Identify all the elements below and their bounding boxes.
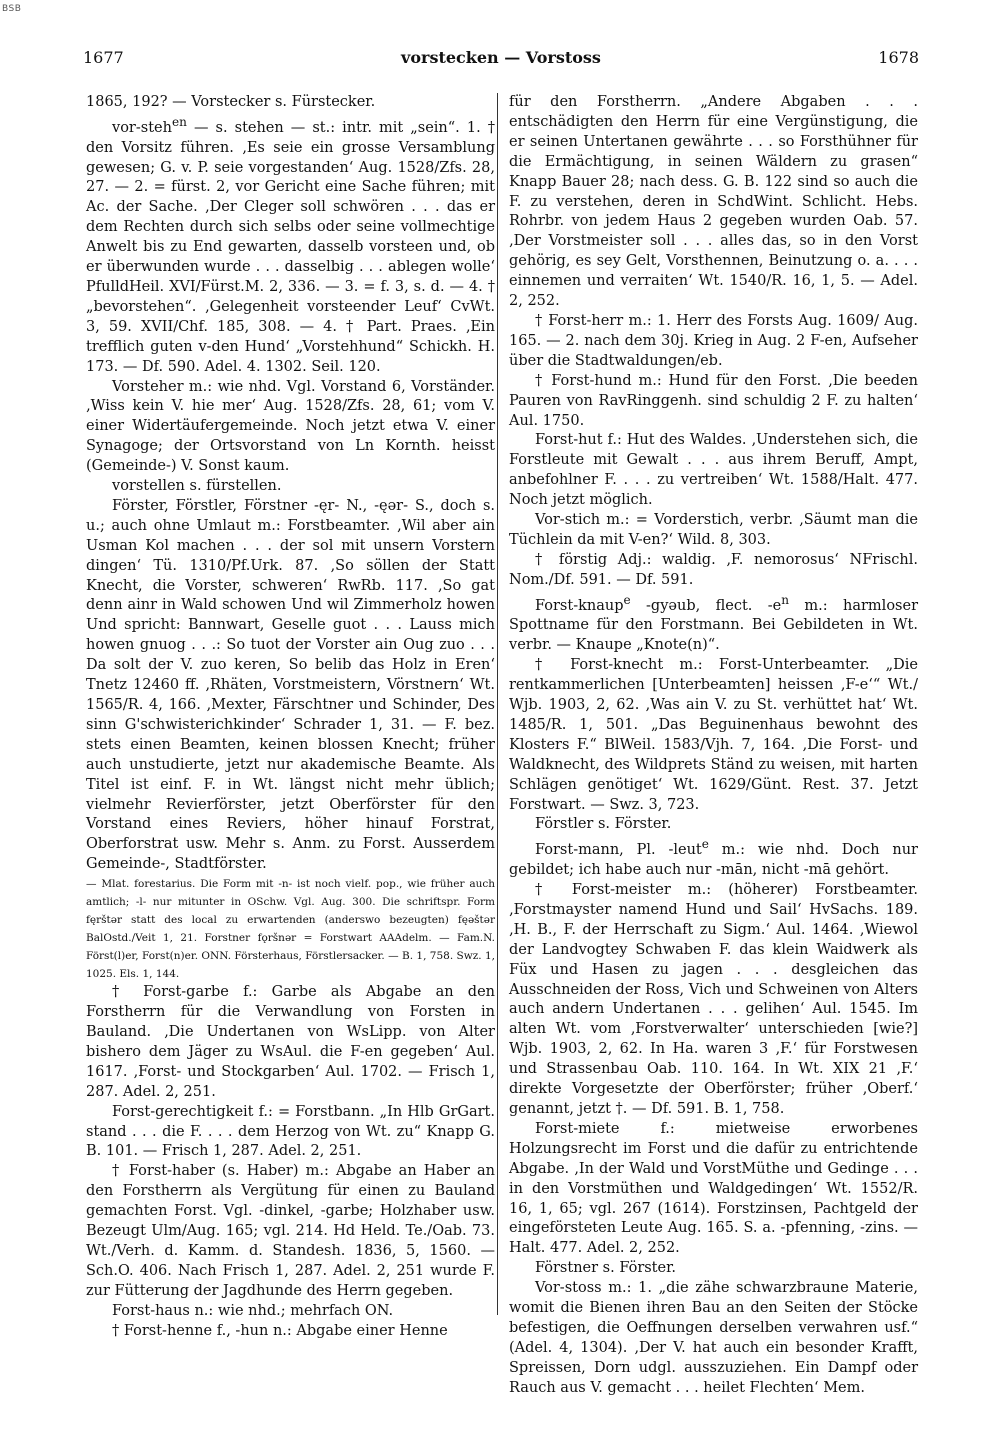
entry-vorstellen: vorstellen s. fürstellen. [112,478,282,495]
entry-forst-mann: Forst-mann, Pl. -leut$^e$ m.: wie nhd. Doch nur gebildet; ich habe auch nur -mān, nicht -mā gehört. [509,837,918,879]
entry-vor-stich: Vor-stich m.: = Vorderstich, verbr. ‚Säumt man die Tüchlein da mit V-en?‘ Wild. 8, 303. [509,512,918,548]
right-page-number: 1678 [878,48,919,67]
entry-vorsteher: Vorsteher m.: wie nhd. Vgl. Vorstand 6, Vorständer. ‚Wiss kein V. hie mer‘ Aug. 1528/Zfs. 28, 61; vom V. einer Widertäufergemeinde. Noch jetzt etwa V. einer Synagoge; der Ortsvorstand von Ln Kornth. heisst (Gemeinde-) V. Sonst kaum. [86,378,495,475]
entry-forst-knaupe: Forst-knaup$^e$ -gyəub, flect. $-e^n$ m.: harmloser Spottname für den Forstmann. Bei Gebildeten in Wt. verbr. — Knaupe „Knote(n)“. [509,592,918,654]
entry-vorstecker: 1865, 192? — Vorstecker s. Fürstecker. [86,94,376,110]
entry-foerstler: Förstler s. Förster. [535,816,672,833]
entry-forst-garbe: † Forst-garbe f.: Garbe als Abgabe an den Forstherrn für die Verwandlung von Forsten in Bauland. ‚Die Undertanen von WsLipp. von Alter bishero dem Jäger zu WsAul. die F-en gegeben‘ Aul. 1617. ‚Forst- und Stockgarben‘ Aul. 1702. — Frisch 1, 287. Adel. 2, 251. [86,984,495,1100]
column-divider [497,93,498,1315]
entry-forst-gerechtigkeit: Forst-gerechtigkeit f.: = Forstbann. „In Hlb GrGart. stand . . . die F. . . . dem Herzog von Wt. zu“ Knapp G. B. 101. — Frisch 1, 287. Adel. 2, 251. [86,1103,495,1160]
entry-forst-hut: Forst-hut f.: Hut des Waldes. ‚Understehen sich, die Forstleute mit Gewalt . . . aus ihrem Beruff, Ampt, anbefohlner F. . . . zu vertreiben‘ Wt. 1588/Halt. 477. Noch jetzt möglich. [509,432,918,509]
running-title: vorstecken — Vorstoss [401,48,601,67]
entry-foerster: Förster, Förstler, Förstner -ęr- N., -ęər- S., doch s. u.; auch ohne Umlaut m.: Forstbeamter. ‚Wil aber ain Usman Kol machen . . . der sol mit unsern Vorstern dingen‘ Tü. 1310/Pf.Urk. 87. ‚So söllen der Statt Knecht, die Vorster, schweren‘ RwRb. 117. ‚So gat denn ainr in Wald schowen Und wil Zimmerholz howen Und spricht: Bannwart, Geselle guot . . . Lauss mich howen gnuog . . .: So tuot der Vorster ain Oug zuo . . . Da solt der V. zuo keren, So belib das Holz in Eren‘ Tnetz 12460 ff. ‚Rhäten, Vorstmeistern, Vörstnern‘ Wt. 1565/R. 4, 166. ‚Mexter, Färschtner und Schinder, Des sinn G'schwisterichkinder‘ Schrader 1, 31. — F. bez. stets einen Beamten, keinen blossen Knecht; früher auch unstudierte, jetzt nur akademische Beamte. Als Titel ist einf. F. in Wt. längst nicht mehr üblich; vielmehr Revierförster, jetzt Oberförster für den Vorstand eines Reviers, höher hinauf Forstrat, Oberforstrat usw. Mehr s. Anm. zu Forst. Ausserdem Gemeinde-, Stadtförster. [86,497,495,873]
entry-forst-haus: Forst-haus n.: wie nhd.; mehrfach ON. [112,1302,394,1319]
entry-vor-stoss: Vor-stoss m.: 1. „die zähe schwarzbraune Materie, womit die Bienen ihren Bau an den Seiten der Stöcke befestigen, die Oeffnungen derselben verwahren usf.“ (Adel. 4, 1304). ‚Der V. hat auch ein besonder Krafft, Spreissen, Dorn udgl. ausszuziehen. Ein Dampf oder Rauch aus V. gemacht . . . heilet Flechten‘ Mem. [509,1280,918,1396]
entry-forst-henne: † Forst-henne f., -hun n.: Abgabe einer Henne [112,1322,448,1339]
left-page-number: 1677 [83,48,124,67]
entry-forst-herr: † Forst-herr m.: 1. Herr des Forsts Aug. 1609/ Aug. 165. — 2. nach dem 30j. Krieg in Aug. 2 F-en, Aufseher über die Stadtwaldungen/eb. [509,312,918,369]
entry-forst-meister: † Forst-meister m.: (höherer) Forstbeamter. ‚Forstmayster namend Hund und Sail‘ HvSachs. 189. ‚H. B., F. der Herrschaft zu Sigm.‘ Aul. 1464. ‚Wiewol der Landvogtey Schwaben F. das klein Waidwerk als Füx und Hasen zu jagen . . . desgleichen das Ausschneiden der Ross, Vich und Schweinen von Alters auch andern Undertanen . . . gelihen‘ Aul. 1545. Im alten Wt. vom ‚Forstverwalter‘ unterschieden [wie?] Wjb. 1903, 2, 62. In Ha. waren 3 ‚F.‘ für Forstwesen und Strassenbau Oab. 110. 164. In Wt. XIX 21 ‚F.‘ direkte Vorgesetzte der Oberförster; früher ‚Oberf.‘ genannt, jetzt †. — Df. 591. B. 1, 758. [509,882,918,1117]
entry-forst-hund: † Forst-hund m.: Hund für den Forst. ‚Die beeden Pauren von RavRinggenh. sind schuldig 2 F. zu halten‘ Aul. 1750. [509,372,918,429]
entry-foerstig: † förstig Adj.: waldig. ‚F. nemorosus‘ NFrischl. Nom./Df. 591. — Df. 591. [509,551,918,588]
right-column [509,93,918,1399]
entry-foerster-notes: — Mlat. forestarius. Die Form mit -n- ist noch vielf. pop., wie früher auch amtlich; -l- nur mitunter in OSchw. Vgl. Aug. 300. Die schriftspr. Form fęrštər statt des local zu erwartenden (anderswo bezeugten) fęəštər BalOstd./Veit 1, 21. Forstner fǫršnər = Forstwart AAAdelm. — Fam.N. Först(l)er, Forst(n)er. ONN. Försterhaus, Förstlersacker. — B. 1, 758. Swz. 1, 1025. Els. 1, 144. [86,878,495,981]
page-header [83,48,919,72]
entry-forst-haber: † Forst-haber (s. Haber) m.: Abgabe an Haber an den Forstherrn als Vergütung für einen zu Bauland gemachten Forst. Vgl. -dinkel, -garbe; Holzhaber usw. Bezeugt Ulm/Aug. 165; vgl. 214. Hd Held. Te./Oab. 73. Wt./Verh. d. Kamm. d. Standesh. 1836, 5, 1560. — Sch.O. 406. Nach Frisch 1, 287. Adel. 2, 251 wurde F. zur Fütterung der Jagdhunde des Herrn gegeben. [86,1163,495,1299]
entry-forst-henne-cont: für den Forstherrn. „Andere Abgaben . . . entschädigten den Herrn für eine Vergünstigung, die er seinen Untertanen gewährte . . . so Forsthühner für die Ermächtigung, in seinen Wäldern zu grasen“ Knapp Bauer 28; nach dess. G. B. 122 sind so auch die F. zu verstehen, deren in SchdWint. Schlicht. Hebs. Rohrbr. von jedem Haus 2 gegeben wurden Oab. 57. ‚Der Vorstmeister soll . . . alles das, so in den Vorst gehörig, es sey Gelt, Vorsthennen, Beinutzung o. a. . . . einnemen und verraiten‘ Wt. 1540/R. 16, 1, 5. — Adel. 2, 252. [509,94,918,310]
entry-forst-miete: Forst-miete f.: mietweise erworbenes Holzungsrecht im Forst und die dafür zu entrichtende Abgabe. ‚In der Wald und VorstMüthe und Gedinge . . . in den Vorstmüthen und Waldgedingen‘ Wt. 1552/R. 16, 1, 65; vgl. 267 (1614). Forstzinsen, Pachtgeld der eingeförsteten Leute Aug. 165. S. a. -pfenning, -zins. — Halt. 477. Adel. 2, 252. [509,1120,918,1257]
entry-vorstehen: vor-steh$^{en}$ — s. stehen — st.: intr. mit „sein“. 1. † den Vorsitz führen. ‚Es seie ein grosse Versamblung gewesen; G. v. P. seie vorgestanden‘ Aug. 1528/Zfs. 28, 27. — 2. = fürst. 2, vor Gericht eine Sache führen; mit Ac. der Sache. ‚Der Cleger soll schwören . . . das er dem Rechten durch sich selbs oder seine vollmechtige Anwelt bis zu End gewarten, dasselb vorsteen und, ob er überwunden wurde . . . dasselbig . . . ablegen wolle‘ PfulldHeil. XVI/Fürst.M. 2, 336. — 3. = f. 3, s. d. — 4. † „bevorstehen“. ‚Gelegenheit vorsteender Leuf‘ CvWt. 3, 59. XVII/Chf. 185, 308. — 4. † Part. Praes. ‚Ein trefflich guten v-den Hund‘ „Vorstehhund“ Schickh. H. 173. — Df. 590. Adel. 4. 1302. Seil. 120. [86,114,495,375]
library-stamp: BSB [2,4,22,14]
left-column [86,93,495,1341]
entry-foerstner: Förstner s. Förster. [535,1260,677,1277]
entry-forst-knecht: † Forst-knecht m.: Forst-Unterbeamter. „Die rentkammerlichen [Unterbeamten] heissen ‚F-e‘“ Wt./ Wjb. 1903, 2, 62. ‚Was ain V. zu St. verhüttet hat‘ Wt. 1485/R. 1, 501. „Das Beguinenhaus bewohnt des Klosters F.“ BlWeil. 1583/Vjh. 7, 164. ‚Die Forst- und Waldknecht, des Wildprets Ständ zu weisen, mit harten Schlägen genötiget‘ Wt. 1629/Günt. Rest. 37. Jetzt Forstwart. — Swz. 3, 723. [509,657,918,813]
